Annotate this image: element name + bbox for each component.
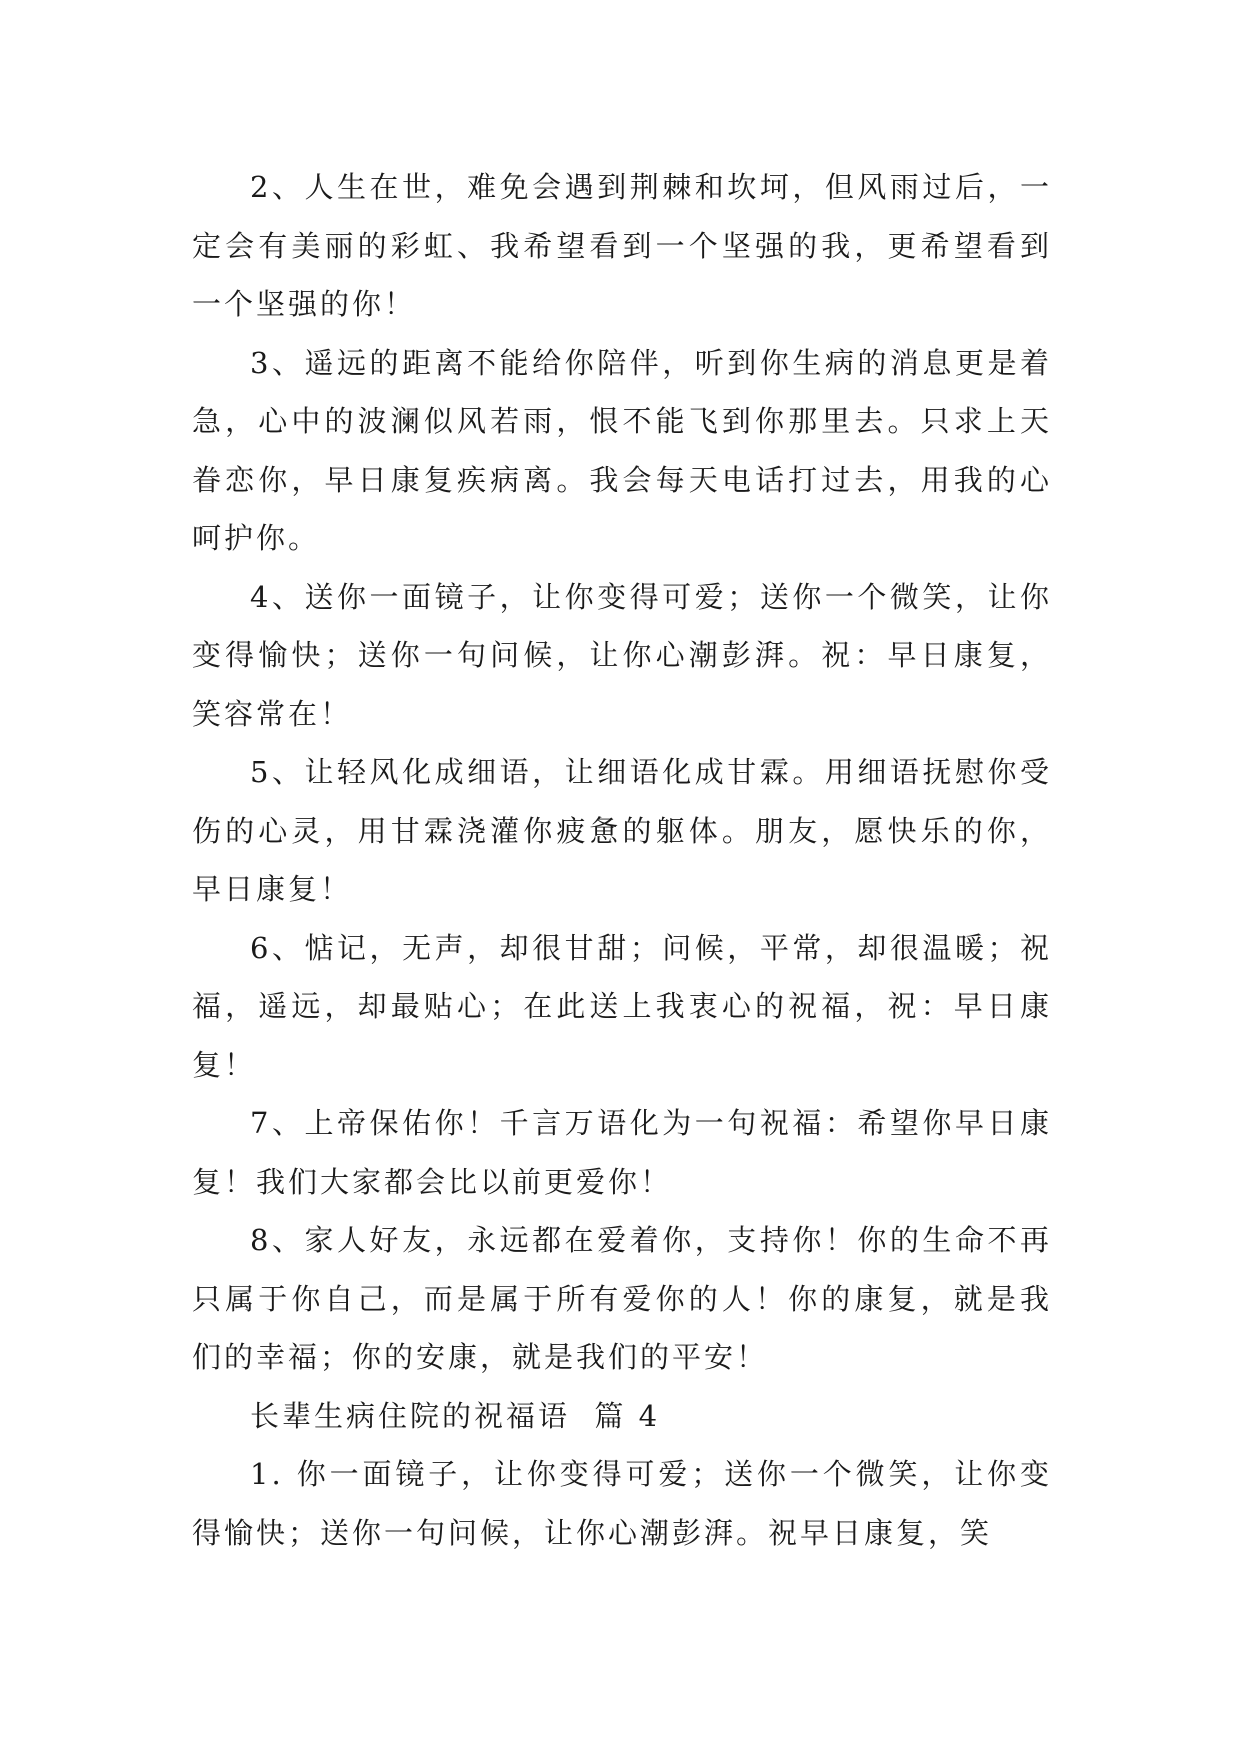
paragraph-5: 5、让轻风化成细语，让细语化成甘霖。用细语抚慰你受伤的心灵，用甘霖浇灌你疲惫的躯体。朋友，愿快乐的你，早日康复！ bbox=[192, 755, 1052, 906]
paragraph-section4-1: 1. 你一面镜子，让你变得可爱；送你一个微笑，让你变得愉快；送你一句问候，让你心潮彭湃。祝早日康复，笑 bbox=[192, 1457, 1052, 1550]
paragraph-7: 7、上帝保佑你！千言万语化为一句祝福：希望你早日康复！我们大家都会比以前更爱你！ bbox=[192, 1106, 1052, 1199]
paragraph-3: 3、遥远的距离不能给你陪伴，听到你生病的消息更是着急，心中的波澜似风若雨，恨不能飞到你那里去。只求上天眷恋你，早日康复疾病离。我会每天电话打过去，用我的心呵护你。 bbox=[192, 345, 1052, 555]
section-heading: 长辈生病住院的祝福语 篇 4 bbox=[250, 1398, 661, 1433]
paragraph-6: 6、惦记，无声，却很甘甜；问候，平常，却很温暖；祝福，遥远，却最贴心；在此送上我衷心的祝福，祝：早日康复！ bbox=[192, 930, 1052, 1082]
document-body bbox=[192, 158, 1052, 1562]
paragraph-2: 2、人生在世，难免会遇到荆棘和坎坷，但风雨过后，一定会有美丽的彩虹、我希望看到一个坚强的我，更希望看到一个坚强的你！ bbox=[192, 170, 1052, 321]
paragraph-4: 4、送你一面镜子，让你变得可爱；送你一个微笑，让你变得愉快；送你一句问候，让你心潮彭湃。祝：早日康复，笑容常在！ bbox=[192, 579, 1052, 731]
paragraph-8: 8、家人好友，永远都在爱着你，支持你！你的生命不再只属于你自己，而是属于所有爱你的人！你的康复，就是我们的幸福；你的安康，就是我们的平安！ bbox=[192, 1223, 1052, 1374]
